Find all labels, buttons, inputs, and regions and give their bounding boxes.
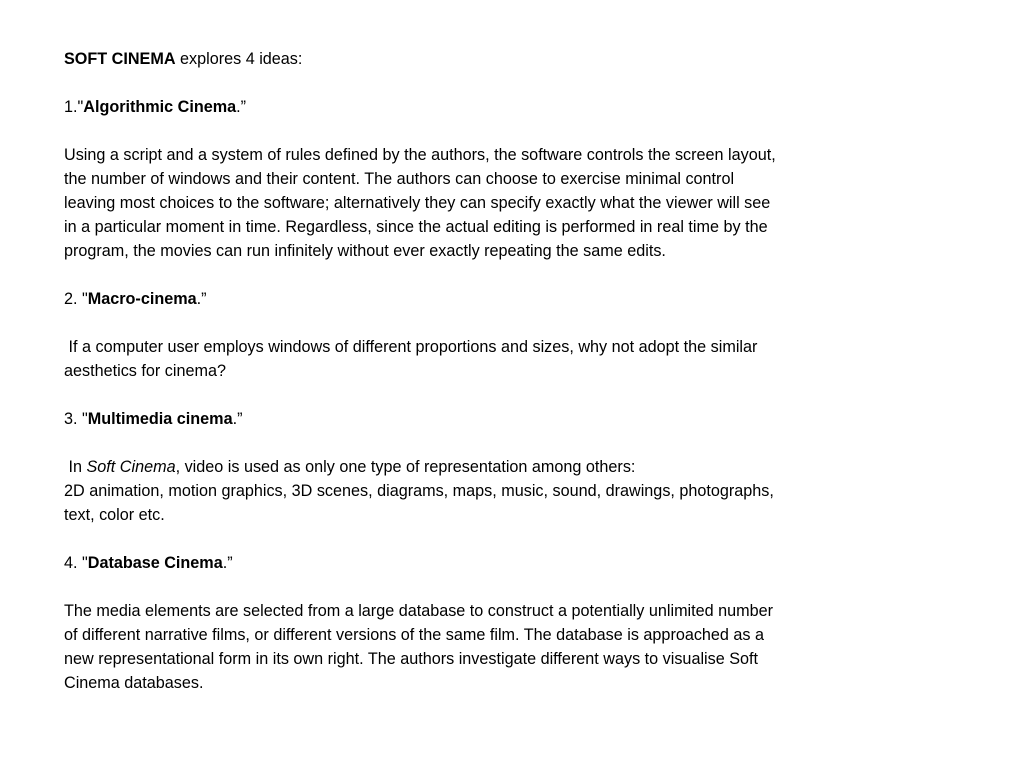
- idea-2-name: Macro-cinema: [87, 290, 197, 308]
- idea-1-text-line: in a particular moment in time. Regardless, since the actual editing is performed in real time by the: [64, 218, 768, 236]
- idea-3-name: Multimedia cinema: [87, 410, 233, 428]
- idea-4-suffix: .”: [222, 554, 233, 572]
- idea-3-text-line: text, color etc.: [64, 506, 165, 524]
- idea-4-heading: [64, 551, 884, 575]
- idea-3-text-pre: In: [64, 458, 87, 476]
- idea-3-text-line: 2D animation, motion graphics, 3D scenes, diagrams, maps, music, sound, drawings, photographs,: [64, 482, 774, 500]
- spacer: [64, 383, 884, 407]
- idea-4-text-line: new representational form in its own right. The authors investigate different ways to visualise Soft: [64, 650, 759, 668]
- idea-2-text-line: If a computer user employs windows of different proportions and sizes, why not adopt the similar: [64, 338, 758, 356]
- idea-2-suffix: .”: [196, 290, 207, 308]
- idea-3-number: 3. ": [64, 410, 88, 428]
- idea-4-text-line: The media elements are selected from a large database to construct a potentially unlimited number: [64, 602, 774, 620]
- spacer: [64, 575, 884, 599]
- idea-3-text-italic: Soft Cinema: [86, 458, 176, 476]
- idea-1-text-line: leaving most choices to the software; alternatively they can specify exactly what the viewer will see: [64, 194, 771, 212]
- idea-2-number: 2. ": [64, 290, 88, 308]
- idea-4-text-line: Cinema databases.: [64, 674, 204, 692]
- idea-4-text-line: of different narrative films, or different versions of the same film. The database is approached as a: [64, 626, 765, 644]
- spacer: [64, 431, 884, 455]
- spacer: [64, 71, 884, 95]
- intro-line: [64, 47, 884, 71]
- idea-4-name: Database Cinema: [87, 554, 223, 572]
- idea-2-text-line: aesthetics for cinema?: [64, 362, 226, 380]
- idea-1-text-line: the number of windows and their content. The authors can choose to exercise minimal control: [64, 170, 735, 188]
- spacer: [64, 311, 884, 335]
- idea-1-suffix: .”: [236, 98, 247, 116]
- slide-body: [64, 47, 884, 695]
- spacer: [64, 263, 884, 287]
- idea-3-heading: [64, 407, 884, 431]
- idea-1-text-line: program, the movies can run infinitely without ever exactly repeating the same edits.: [64, 242, 666, 260]
- intro-title-rest: explores 4 ideas:: [175, 50, 303, 68]
- spacer: [64, 527, 884, 551]
- intro-title-bold: SOFT CINEMA: [64, 50, 176, 68]
- idea-3-text-post: , video is used as only one type of representation among others:: [175, 458, 636, 476]
- idea-4-number: 4. ": [64, 554, 88, 572]
- idea-1-heading: [64, 95, 884, 119]
- idea-1-name: Algorithmic Cinema: [83, 98, 237, 116]
- idea-2-heading: [64, 287, 884, 311]
- idea-1-text-line: Using a script and a system of rules defined by the authors, the software controls the screen layout,: [64, 146, 776, 164]
- idea-1-number: 1.": [64, 98, 84, 116]
- spacer: [64, 119, 884, 143]
- idea-3-text-line: [64, 455, 884, 479]
- idea-3-suffix: .”: [232, 410, 243, 428]
